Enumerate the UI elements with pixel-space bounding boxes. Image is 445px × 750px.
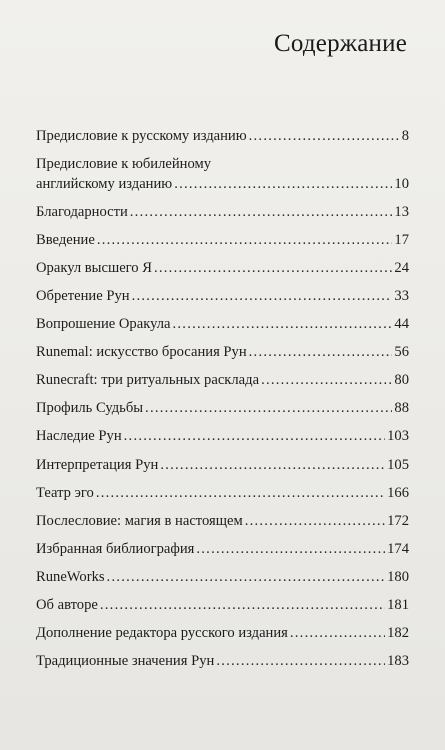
toc-entry	[36, 126, 409, 146]
dot-leader	[124, 426, 385, 446]
toc-entry-page: 10	[394, 176, 409, 193]
toc-entry	[36, 258, 409, 278]
dot-leader	[100, 595, 385, 615]
dot-leader	[96, 483, 385, 503]
dot-leader	[107, 567, 386, 587]
dot-leader	[97, 230, 393, 250]
toc-entry	[36, 455, 409, 475]
dot-leader	[249, 126, 399, 146]
table-of-contents	[36, 126, 409, 679]
toc-entry	[36, 202, 409, 222]
toc-entry-page: 56	[394, 344, 409, 361]
toc-entry-label: Обретение Рун	[36, 288, 130, 305]
dot-leader	[130, 202, 393, 222]
toc-entry-page: 8	[401, 128, 409, 144]
toc-entry-page: 166	[387, 484, 409, 501]
toc-entry-label: Наследие Рун	[36, 428, 122, 445]
dot-leader	[196, 539, 385, 559]
toc-entry	[36, 154, 409, 194]
toc-entry-page: 174	[387, 540, 409, 557]
toc-entry	[36, 286, 409, 306]
toc-entry-page: 88	[394, 400, 409, 417]
toc-entry-page: 17	[394, 232, 409, 249]
toc-entry-label: Избранная библиография	[36, 540, 195, 557]
toc-entry-label: Традиционные значения Рун	[36, 652, 215, 669]
dot-leader	[245, 511, 385, 531]
toc-entry	[36, 539, 409, 559]
toc-entry	[36, 314, 409, 334]
dot-leader	[154, 258, 392, 278]
toc-entry-label-line1: Предисловие к юбилейному	[36, 156, 212, 173]
toc-entry-page: 183	[387, 652, 409, 669]
dot-leader	[132, 286, 393, 306]
toc-entry	[36, 651, 409, 671]
toc-entry	[36, 483, 409, 503]
toc-entry	[36, 342, 409, 362]
toc-entry-label: Введение	[36, 232, 95, 249]
toc-entry-label: Благодарности	[36, 204, 128, 221]
page-title: Содержание	[274, 30, 407, 57]
toc-entry-label: Театр эго	[36, 484, 94, 501]
toc-entry	[36, 623, 409, 643]
toc-entry-label: Профиль Судьбы	[36, 400, 144, 417]
toc-entry-label: Дополнение редактора русского издания	[36, 624, 288, 641]
toc-entry-label: английскому изданию	[36, 176, 173, 193]
dot-leader	[249, 342, 393, 362]
toc-entry	[36, 595, 409, 615]
toc-entry	[36, 426, 409, 446]
toc-entry-page: 180	[387, 568, 409, 585]
toc-entry	[36, 511, 409, 531]
toc-entry-page: 33	[394, 288, 409, 305]
dot-leader	[174, 174, 392, 194]
dot-leader	[216, 651, 385, 671]
toc-entry	[36, 370, 409, 390]
toc-entry-label: Runemal: искусство бросания Рун	[36, 344, 247, 361]
dot-leader	[160, 455, 385, 475]
toc-entry-page: 182	[387, 624, 409, 641]
toc-entry-label: Вопрошение Оракула	[36, 316, 171, 333]
toc-entry-label: Интерпретация Рун	[36, 456, 159, 473]
toc-entry-page: 181	[387, 596, 409, 613]
toc-entry-page: 44	[394, 316, 409, 333]
toc-entry-label: Предисловие к русскому изданию	[36, 128, 247, 144]
toc-entry-page: 105	[387, 456, 409, 473]
toc-entry	[36, 567, 409, 587]
dot-leader	[261, 370, 392, 390]
toc-entry-page: 13	[394, 204, 409, 221]
dot-leader	[145, 398, 392, 418]
toc-entry-label: Об авторе	[36, 596, 98, 613]
dot-leader	[173, 314, 393, 334]
toc-entry-page: 172	[387, 512, 409, 529]
toc-entry	[36, 230, 409, 250]
dot-leader	[290, 623, 385, 643]
toc-entry	[36, 398, 409, 418]
toc-entry-label: Оракул высшего Я	[36, 260, 152, 277]
toc-entry-page: 103	[387, 428, 409, 445]
toc-entry-page: 80	[394, 372, 409, 389]
toc-entry-label: RuneWorks	[36, 568, 105, 585]
toc-entry-label: Runecraft: три ритуальных расклада	[36, 372, 260, 389]
toc-entry-label: Послесловие: магия в настоящем	[36, 512, 243, 529]
toc-entry-page: 24	[394, 260, 409, 277]
